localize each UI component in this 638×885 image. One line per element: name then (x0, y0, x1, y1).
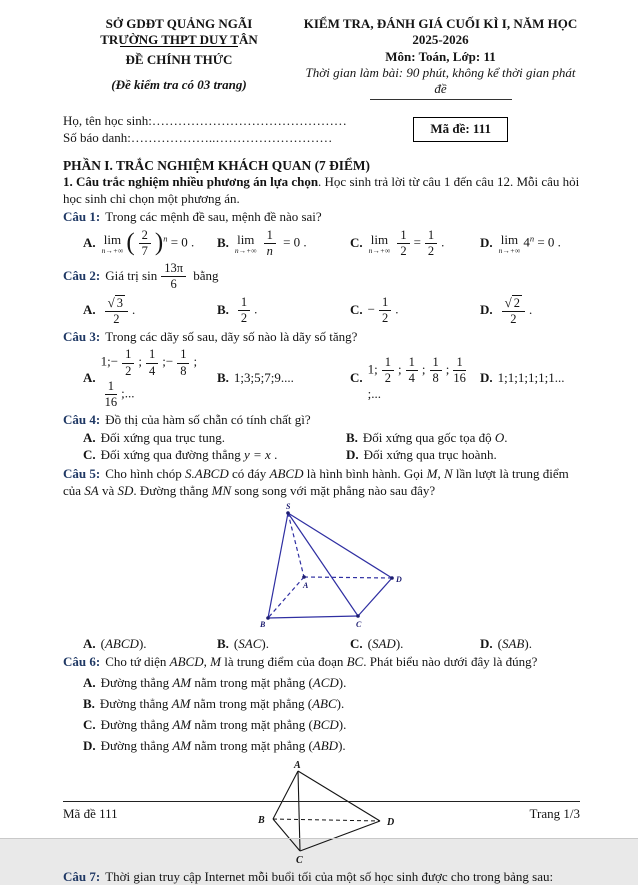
question-6-option-a: A. Đường thẳng AM nằm trong mặt phẳng (ACD). (83, 675, 347, 691)
question-3-option-a: A. 1;− $\frac{1}{2}$ ; $\frac{1}{4}$ ;− $\frac{1}{8}$ ; $\frac{1}{16}$ ;... (83, 347, 198, 409)
pages-note: (Đề kiểm tra có 03 trang) (111, 76, 247, 92)
footer-page-number: Trang 1/3 (529, 806, 580, 822)
question-2-option-a: A. $\frac{√ 3}{2}$ . (83, 294, 136, 326)
question-1-text: Trong các mệnh đề sau, mệnh đề nào sai? (105, 209, 322, 225)
question-4-options-row1 (63, 430, 580, 447)
department-name: SỞ GDĐT QUẢNG NGÃI (105, 16, 253, 31)
question-6-option-c: C. Đường thẳng AM nằm trong mặt phẳng (BCD). (83, 716, 347, 732)
question-5-label: Câu 5: (63, 466, 101, 482)
pyramid-vertex-label-a: A (303, 580, 309, 590)
student-info-section (63, 113, 580, 146)
question-3-option-b: B. 1;3;5;7;9.... (217, 370, 294, 386)
question-3-options (63, 347, 580, 410)
question-1-label: Câu 1: (63, 209, 101, 225)
question-4-option-d: D. Đối xứng qua trục hoành. (346, 447, 497, 463)
school-name: TRƯỜNG THPT DUY TÂN (100, 31, 258, 47)
question-2-label: Câu 2: (63, 267, 101, 283)
question-6 (63, 654, 580, 866)
question-1-options (63, 228, 580, 259)
question-3-option-c: C. 1; $\frac{1}{2}$ ; $\frac{1}{4}$ ; $\frac{1}{8}$ ; $\frac{1}{16}$ ;... (350, 354, 466, 401)
question-6-text: Cho tứ diện ABCD, M là trung điểm của đoạn BC. Phát biểu nào dưới đây là đúng? (105, 654, 538, 670)
student-fields (63, 113, 347, 146)
header-exam-block (301, 16, 580, 100)
exam-title: KIỂM TRA, ĐÁNH GIÁ CUỐI KÌ I, NĂM HỌC 2025-2026 (303, 16, 578, 48)
exam-code-box: Mã đề: 111 (413, 117, 508, 142)
question-5-option-a: A. (ABCD). (83, 635, 147, 651)
question-1-option-a: A. lim n→+∞ ( $\frac{2}{7}$ )$^n$ = 0 . (83, 228, 195, 259)
question-2-text: Giá trị sin $\frac{13\pi}{6}$ bằng (105, 261, 219, 292)
question-5-text: Cho hình chóp S.ABCD có đáy ABCD là hình bình hành. Gọi M, N lần lượt là trung điểm của SA và SD. Đường thẳng MN song song với mặt phẳng nào sau đây? (63, 466, 569, 498)
question-2 (63, 261, 580, 327)
exam-duration: Thời gian làm bài: 90 phút, không kể thời gian phát đề (305, 64, 576, 96)
question-4-option-a: A. Đối xứng qua trục tung. (83, 429, 226, 445)
question-4-text: Đồ thị của hàm số chẵn có tính chất gì? (105, 411, 311, 427)
question-3-label: Câu 3: (63, 328, 101, 344)
pyramid-vertex-label-c: C (356, 619, 362, 629)
tetra-vertex-label-c: C (296, 854, 303, 866)
tetra-vertex-label-d: D (387, 816, 395, 828)
exam-subject: Môn: Toán, Lớp: 11 (385, 48, 496, 64)
question-2-options (63, 295, 580, 327)
part1-instructions: 1. Câu trắc nghiệm nhiều phương án lựa chọn. Học sinh trả lời từ câu 1 đến câu 12. Mỗi câu hỏi học sinh chỉ chọn một phương án. (63, 174, 580, 206)
question-1-option-b: B. lim n→+∞ $\frac{1}{n}$ = 0 . (217, 228, 307, 259)
pyramid-vertex-label-s: S (286, 501, 291, 511)
question-1-option-d: D. lim n→+∞ $4^n = 0$ . (480, 231, 561, 255)
tetra-vertex-label-a: A (294, 759, 301, 771)
question-3-option-d: D. 1;1;1;1;1;1... (480, 370, 565, 386)
tetra-vertex-label-b: B (258, 814, 265, 826)
question-3 (63, 329, 580, 410)
question-5-options (63, 636, 580, 653)
question-5-option-d: D. (SAB). (480, 635, 532, 651)
pyramid-vertex-label-b: B (260, 619, 266, 629)
question-7-label: Câu 7: (63, 868, 101, 884)
duration-underline (370, 99, 512, 100)
question-7 (63, 869, 580, 885)
question-5-option-c: C. (SAD). (350, 635, 404, 651)
question-4-label: Câu 4: (63, 411, 101, 427)
pyramid-vertex-label-d: D (396, 574, 402, 584)
question-6-label: Câu 6: (63, 654, 101, 670)
header-school-block (63, 16, 295, 100)
footer-exam-code: Mã đề 111 (63, 806, 118, 822)
question-1-option-c: C. lim n→+∞ $\frac{1}{2}$ = $\frac{1}{2}$ . (350, 228, 445, 259)
question-6-option-d: D. Đường thẳng AM nằm trong mặt phẳng (ABD). (83, 737, 346, 753)
student-name-field: Họ, tên học sinh:……………………………………… (63, 113, 347, 129)
pyramid-figure (235, 501, 435, 634)
question-3-text: Trong các dãy số sau, dãy số nào là dãy số tăng? (105, 328, 358, 344)
question-4-option-c: C. Đối xứng qua đường thẳng y = x . (83, 447, 278, 463)
question-5-option-b: B. (SAC). (217, 635, 269, 651)
question-2-option-b: B. $\frac{1}{2}$ . (217, 295, 258, 326)
exam-header (63, 16, 580, 100)
question-5 (63, 466, 580, 652)
official-exam-label: ĐỀ CHÍNH THỨC (125, 51, 233, 67)
question-1 (63, 209, 580, 259)
part1-heading: PHẦN I. TRẮC NGHIỆM KHÁCH QUAN (7 ĐIỂM) (63, 157, 370, 173)
question-2-option-d: D. $\frac{√ 2}{2}$ . (480, 294, 533, 326)
question-4 (63, 412, 580, 464)
student-id-field: Số báo danh:………………..……………………… (63, 129, 333, 145)
question-4-option-b: B. Đối xứng qua gốc tọa độ O. (346, 429, 508, 445)
page-footer (63, 801, 580, 823)
question-7-text: Thời gian truy cập Internet mỗi buổi tối của một số học sinh được cho trong bảng sau: (105, 868, 554, 884)
question-2-option-c: C. − $\frac{1}{2}$ . (350, 295, 399, 326)
question-6-option-b: B. Đường thẳng AM nằm trong mặt phẳng (ABC). (83, 695, 345, 711)
question-4-options-row2 (63, 447, 580, 464)
